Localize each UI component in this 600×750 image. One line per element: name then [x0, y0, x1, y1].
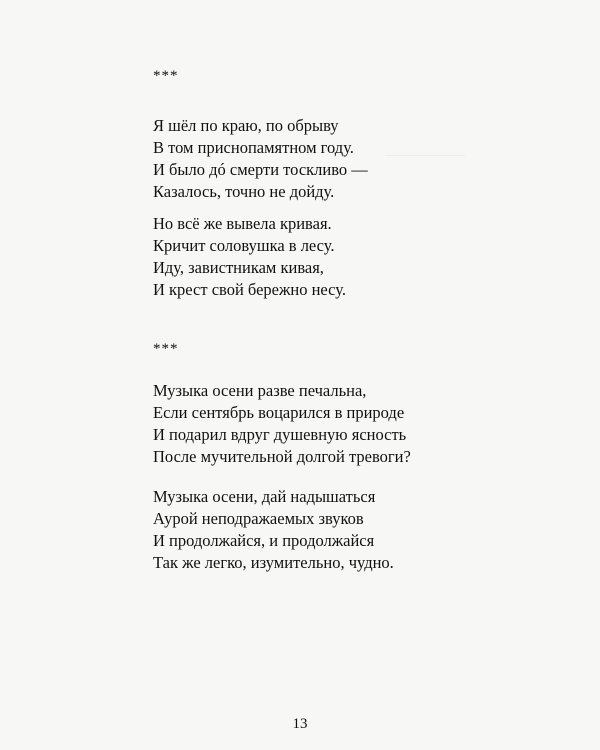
poem-line: Так же легко, изумительно, чудно.: [153, 553, 394, 572]
poem-line: И продолжайся, и продолжайся: [153, 531, 375, 550]
poem-line: И крест свой бережно несу.: [153, 280, 346, 299]
poem-line: В том приснопамятном году.: [153, 138, 354, 157]
poem1-stanza2: [153, 213, 346, 301]
poem-line: И подарил вдруг душевную ясность: [153, 425, 407, 444]
poem2-marker: ***: [153, 341, 179, 357]
poem-line: Музыка осени, дай надышаться: [153, 487, 376, 506]
poem-line: Казалось, точно не дойду.: [153, 182, 335, 201]
page-number: 13: [292, 716, 308, 732]
poem1-marker: ***: [153, 68, 179, 84]
poem-line: Если сентябрь воцарился в природе: [153, 403, 405, 422]
poem-line: Музыка осени разве печальна,: [153, 381, 367, 400]
poem-line: Иду, завистникам кивая,: [153, 258, 324, 277]
poem-line: Я шёл по краю, по обрыву: [153, 116, 339, 135]
poem2-stanza2: [153, 486, 394, 574]
poem-line: Аурой неподражаемых звуков: [153, 509, 364, 528]
poem1-stanza1: [153, 115, 368, 203]
poem-line: Но всё же вывела кривая.: [153, 214, 332, 233]
poem-line: И было дó смерти тоскливо —: [153, 160, 368, 179]
bleed-through-decoration: [385, 115, 465, 156]
poem-line: После мучительной долгой тревоги?: [153, 447, 411, 466]
poem-line: Кричит соловушка в лесу.: [153, 236, 335, 255]
poem2-stanza1: [153, 380, 411, 468]
